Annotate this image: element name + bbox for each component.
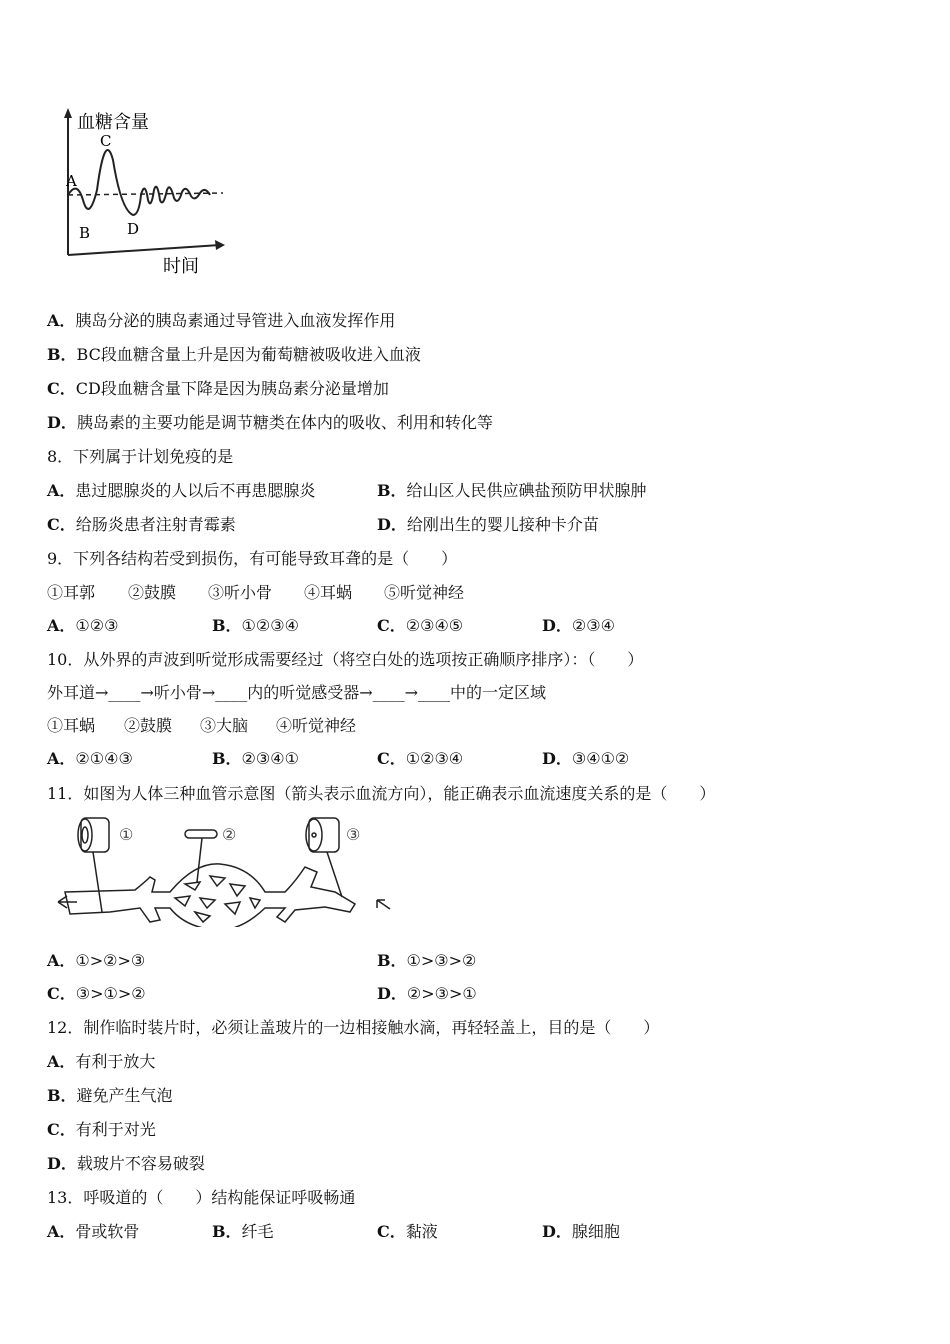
q7-option-c <box>47 379 389 399</box>
option-label: D． <box>542 749 572 768</box>
q9-item: ⑤听觉神经 <box>384 583 465 602</box>
q11-option-d <box>377 984 477 1004</box>
q9-option-a <box>47 616 118 636</box>
q9-option-c <box>377 616 463 636</box>
blood-sugar-graph <box>55 100 235 280</box>
q10-item: ②鼓膜 <box>124 716 173 735</box>
option-text: ①②③④ <box>241 616 299 635</box>
option-text: 黏液 <box>405 1222 438 1241</box>
option-label: B． <box>212 1222 242 1241</box>
option-text: ①②③ <box>75 616 119 635</box>
option-text: ②>③>① <box>406 984 477 1003</box>
q7-option-a <box>47 311 395 331</box>
option-label: A． <box>47 1052 76 1071</box>
option-text: 载玻片不容易破裂 <box>76 1154 205 1173</box>
q11-option-a <box>47 951 145 971</box>
q8-option-c <box>47 515 236 535</box>
q11-stem: 11．如图为人体三种血管示意图（箭头表示血流方向），能正确表示血流速度关系的是（ ） <box>47 784 716 803</box>
q10-option-d <box>542 749 629 769</box>
option-text: 纤毛 <box>241 1222 274 1241</box>
q11-option-c <box>47 984 146 1004</box>
option-label: D． <box>47 1154 77 1173</box>
option-label: A． <box>47 951 76 970</box>
q11-option-b <box>377 951 476 971</box>
y-axis-label: 血糖含量 <box>77 112 149 133</box>
option-text: 胰岛素的主要功能是调节糖类在体内的吸收、利用和转化等 <box>76 413 493 432</box>
q7-option-d <box>47 413 493 433</box>
blood-vessel-diagram <box>55 812 395 927</box>
option-label: B． <box>47 1086 77 1105</box>
option-text: 骨或软骨 <box>75 1222 140 1241</box>
point-c-label: C <box>100 132 112 150</box>
q12-option-d <box>47 1154 205 1174</box>
q9-stem: 9．下列各结构若受到损伤，有可能导致耳聋的是（ ） <box>47 549 458 568</box>
option-label: C． <box>377 749 406 768</box>
option-text: ②③④① <box>241 749 299 768</box>
q13-option-a <box>47 1222 139 1242</box>
q10-stem: 10．从外界的声波到听觉形成需要经过（将空白处的选项按正确顺序排序）：（ ） <box>47 650 644 669</box>
option-label: B． <box>212 616 242 635</box>
option-text: 给山区人民供应碘盐预防甲状腺肿 <box>406 481 647 500</box>
q9-item: ④耳蜗 <box>304 583 353 602</box>
option-text: ①②③④ <box>405 749 464 768</box>
q7-option-b <box>47 345 421 365</box>
option-label: B． <box>212 749 242 768</box>
q8-stem: 8．下列属于计划免疫的是 <box>47 447 234 466</box>
option-label: C． <box>47 1120 76 1139</box>
option-label: D． <box>377 515 407 534</box>
option-text: 腺细胞 <box>571 1222 620 1241</box>
option-label: C． <box>377 1222 406 1241</box>
option-text: ③>①>② <box>75 984 146 1003</box>
option-text: ②①④③ <box>75 749 133 768</box>
option-label: C． <box>47 984 76 1003</box>
option-label: B． <box>377 481 407 500</box>
q9-option-d <box>542 616 615 636</box>
q10-option-c <box>377 749 463 769</box>
q9-option-b <box>212 616 299 636</box>
q13-option-c <box>377 1222 438 1242</box>
q10-item: ①耳蜗 <box>47 716 96 735</box>
q10-item: ③大脑 <box>200 716 249 735</box>
q8-option-d <box>377 515 599 535</box>
option-text: ③④①② <box>571 749 630 768</box>
option-text: CD段血糖含量下降是因为胰岛素分泌量增加 <box>75 379 389 398</box>
q12-option-a <box>47 1052 155 1072</box>
option-label: A． <box>47 749 76 768</box>
option-label: A． <box>47 616 76 635</box>
q9-item: ③听小骨 <box>208 583 273 602</box>
option-text: 有利于对光 <box>75 1120 156 1139</box>
vessel-label-2: ② <box>222 825 237 844</box>
option-text: 胰岛分泌的胰岛素通过导管进入血液发挥作用 <box>75 311 396 330</box>
q13-stem: 13．呼吸道的（ ）结构能保证呼吸畅通 <box>47 1188 356 1207</box>
option-label: A． <box>47 311 76 330</box>
option-label: A． <box>47 1222 76 1241</box>
q9-item: ②鼓膜 <box>128 583 177 602</box>
option-label: C． <box>47 515 76 534</box>
point-a-label: A <box>66 172 77 190</box>
q12-option-c <box>47 1120 156 1140</box>
q8-option-a <box>47 481 315 501</box>
option-label: A． <box>47 481 76 500</box>
vessel-label-3: ③ <box>346 825 361 844</box>
option-label: D． <box>377 984 407 1003</box>
option-text: 避免产生气泡 <box>76 1086 173 1105</box>
option-label: C． <box>47 379 76 398</box>
q13-option-d <box>542 1222 620 1242</box>
point-b-label: B <box>79 224 91 242</box>
option-label: C． <box>377 616 406 635</box>
vessel-label-1: ① <box>119 825 134 844</box>
q10-option-b <box>212 749 299 769</box>
q13-option-b <box>212 1222 274 1242</box>
option-label: D． <box>542 616 572 635</box>
q10-flow: 外耳道→____→听小骨→____内的听觉感受器→____→____中的一定区域 <box>47 683 547 702</box>
option-text: BC段血糖含量上升是因为葡萄糖被吸收进入血液 <box>76 345 421 364</box>
option-text: ①>②>③ <box>75 951 146 970</box>
q12-stem: 12．制作临时装片时，必须让盖玻片的一边相接触水滴，再轻轻盖上，目的是（ ） <box>47 1018 660 1037</box>
option-text: 有利于放大 <box>75 1052 156 1071</box>
option-text: 给刚出生的婴儿接种卡介苗 <box>406 515 599 534</box>
q10-item: ④听觉神经 <box>276 716 357 735</box>
q9-item: ①耳郭 <box>47 583 96 602</box>
x-axis-label: 时间 <box>163 256 199 277</box>
option-label: D． <box>542 1222 572 1241</box>
q10-option-a <box>47 749 133 769</box>
option-text: 给肠炎患者注射青霉素 <box>75 515 236 534</box>
option-text: ②③④⑤ <box>405 616 464 635</box>
option-text: 患过腮腺炎的人以后不再患腮腺炎 <box>75 481 316 500</box>
option-label: D． <box>47 413 77 432</box>
point-d-label: D <box>127 220 140 238</box>
q8-option-b <box>377 481 647 501</box>
q12-option-b <box>47 1086 173 1106</box>
option-label: B． <box>47 345 77 364</box>
option-text: ②③④ <box>571 616 615 635</box>
option-label: B． <box>377 951 407 970</box>
option-text: ①>③>② <box>406 951 477 970</box>
